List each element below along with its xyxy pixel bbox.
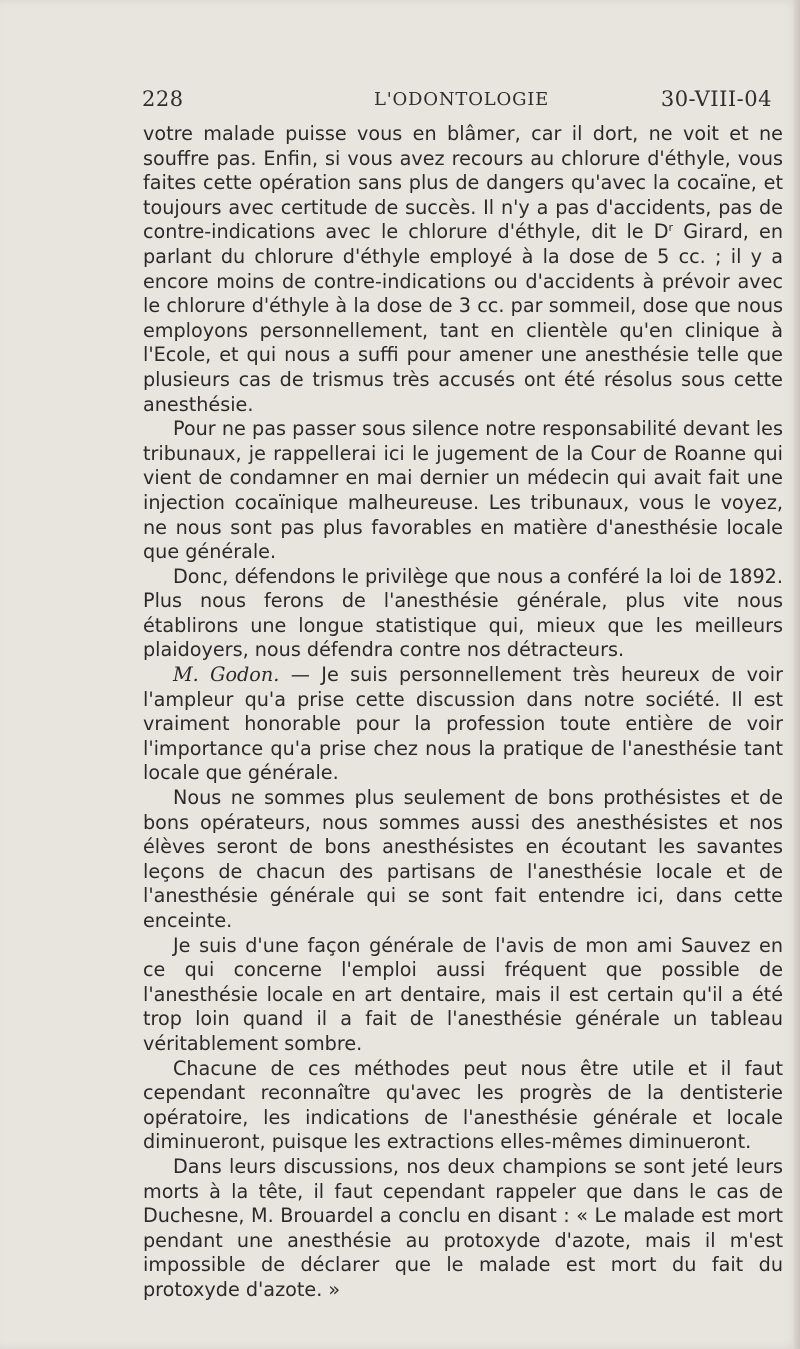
- paragraph-6: Je suis d'une façon générale de l'avis de mon ami Sauvez en ce qui concerne l'emploi aussi fréquent que possible de l'anesthésie locale en art dentaire, mais il est certain qu'il a été trop loin quand il a fait de l'anesthésie générale un tableau véritablement sombre.: [143, 933, 783, 1055]
- doctor-abbrev-superscript: r: [668, 221, 674, 235]
- paragraph-1: [143, 122, 783, 417]
- page-number: 228: [142, 87, 184, 111]
- paragraph-1-text: votre malade puisse vous en blâmer, car il dort, ne voit et ne souffre pas. Enfin, si vous avez recours au chlorure d'éthyle, vous faites cette opération sans plus de dangers qu'avec la cocaïne, et toujours avec certitude de succès. Il n'y a pas d'accidents, pas de contre-indications avec le chlorure d'éthyle, dit le D: [143, 122, 783, 244]
- paragraph-4-text: — Je suis personnellement très heureux de voir l'ampleur qu'a prise cette discussion dans notre société. Il est vraiment honorable pour la profession toute entière de voir l'importance qu'a prise chez nous la pratique de l'anesthésie tant locale que générale.: [143, 663, 783, 785]
- paragraph-4: [143, 663, 783, 786]
- paragraph-7: Chacune de ces méthodes peut nous être utile et il faut cependant reconnaître qu'avec les progrès de la dentisterie opératoire, les indications de l'anesthésie générale et locale diminueront, puisque les extractions elles-mêmes diminueront.: [143, 1056, 783, 1154]
- paragraph-8: Dans leurs discussions, nos deux champions se sont jeté leurs morts à la tête, il faut cependant rappeler que dans le cas de Duchesne, M. Brouardel a conclu en disant : « Le malade est mort pendant une anesthésie au protoxyde d'azote, mais il m'est impossible de déclarer que le malade est mort du fait du protoxyde d'azote. »: [143, 1154, 783, 1301]
- speaker-name: M. Godon.: [173, 663, 280, 687]
- issue-date: 30-VIII-04: [660, 87, 772, 111]
- paragraph-2: Pour ne pas passer sous silence notre responsabilité devant les tribunaux, je rappellerai ici le jugement de la Cour de Roanne qui vient de condamner en mai dernier un médecin qui avait fait une injection cocaïnique malheureuse. Les tribunaux, vous le voyez, ne nous sont pas plus favorables en matière d'anesthésie locale que générale.: [143, 417, 783, 564]
- article-body: [143, 122, 783, 1303]
- paragraph-3: Donc, défendons le privilège que nous a conféré la loi de 1892. Plus nous ferons de l'anesthésie générale, plus vite nous établirons une longue statistique qui, mieux que les meilleurs plaidoyers, nous défendra contre nos détracteurs.: [143, 564, 783, 662]
- paragraph-5: Nous ne sommes plus seulement de bons prothésistes et de bons opérateurs, nous sommes aussi des anesthésistes et nos élèves seront de bons anesthésistes en écoutant les savantes leçons de chacun des partisans de l'anesthésie locale et de l'anesthésie générale qui se sont fait entendre ici, dans cette enceinte.: [143, 786, 783, 932]
- page-edge-shadow: [794, 0, 800, 1349]
- paragraph-1-text-continued: Girard, en parlant du chlorure d'éthyle employé à la dose de 5 cc. ; il y a encore moins de contre-indications ou d'accidents à prévoir avec le chlorure d'éthyle à la dose de 3 cc. par sommeil, dose que nous employons personnellement, tant en clientèle qu'en clinique à l'Ecole, et qui nous a suffi pour amener une anesthésie telle que plusieurs cas de trismus très accusés ont été résolus sous cette anesthésie.: [143, 220, 784, 416]
- journal-title: L'ODONTOLOGIE: [374, 89, 550, 110]
- running-header: [142, 87, 772, 117]
